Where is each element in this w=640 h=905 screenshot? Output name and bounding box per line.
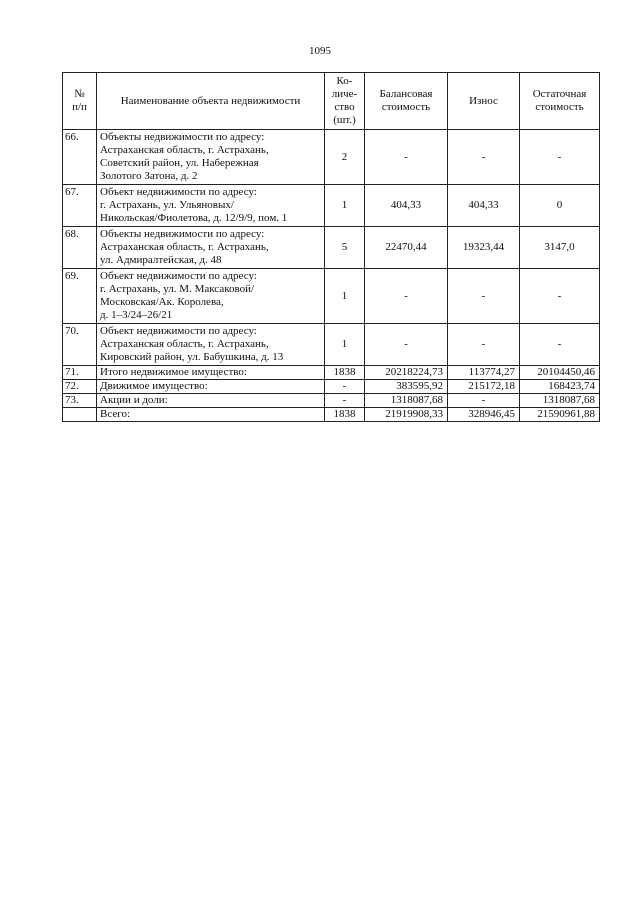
row-book-value: - [365,269,448,324]
row-residual: 1318087,68 [520,394,600,408]
row-num: 67. [63,185,97,227]
header-num: № п/п [63,73,97,130]
row-num: 70. [63,324,97,366]
row-book-value: 20218224,73 [365,366,448,380]
row-residual: 21590961,88 [520,408,600,422]
row-num: 66. [63,130,97,185]
row-depreciation: - [448,394,520,408]
row-name: Объекты недвижимости по адресу: Астраханская область, г. Астрахань, ул. Адмиралтейская, д. 48 [97,227,325,269]
row-qty: 1838 [325,408,365,422]
row-num: 71. [63,366,97,380]
table-row [63,130,600,185]
row-qty: - [325,380,365,394]
header-depreciation: Износ [448,73,520,130]
row-residual: 3147,0 [520,227,600,269]
row-num: 72. [63,380,97,394]
row-qty: 5 [325,227,365,269]
row-name: Всего: [97,408,325,422]
row-book-value: - [365,130,448,185]
table-row [63,324,600,366]
row-book-value: - [365,324,448,366]
row-residual: - [520,269,600,324]
row-residual: 20104450,46 [520,366,600,380]
header-book-value: Балансовая стоимость [365,73,448,130]
row-name: Объекты недвижимости по адресу: Астраханская область, г. Астрахань, Советский район, ул. Набережная Золотого Затона, д. 2 [97,130,325,185]
row-residual: - [520,130,600,185]
row-residual: - [520,324,600,366]
row-num: 73. [63,394,97,408]
row-num: 68. [63,227,97,269]
property-table [62,72,600,422]
row-book-value: 1318087,68 [365,394,448,408]
row-depreciation: - [448,269,520,324]
table-row [63,227,600,269]
header-residual: Остаточная стоимость [520,73,600,130]
row-book-value: 404,33 [365,185,448,227]
row-qty: 1838 [325,366,365,380]
row-name: Итого недвижимое имущество: [97,366,325,380]
row-book-value: 383595,92 [365,380,448,394]
table-row [63,269,600,324]
summary-row-grand-total [63,408,600,422]
table-header-row [63,73,600,130]
row-depreciation: 19323,44 [448,227,520,269]
row-qty: 1 [325,269,365,324]
row-depreciation: 215172,18 [448,380,520,394]
row-qty: - [325,394,365,408]
row-qty: 2 [325,130,365,185]
row-num [63,408,97,422]
summary-row-movable-property [63,380,600,394]
row-book-value: 22470,44 [365,227,448,269]
row-qty: 1 [325,324,365,366]
row-residual: 0 [520,185,600,227]
row-depreciation: - [448,130,520,185]
page-number: 1095 [309,45,331,57]
row-name: Объект недвижимости по адресу: г. Астрахань, ул. Ульяновых/ Никольская/Фиолетова, д. 12/9/9, пом. 1 [97,185,325,227]
row-depreciation: - [448,324,520,366]
table-row [63,185,600,227]
row-name: Акции и доли: [97,394,325,408]
row-name: Объект недвижимости по адресу: г. Астрахань, ул. М. Максаковой/ Московская/Ак. Королева, д. 1–3/24–26/21 [97,269,325,324]
row-name: Объект недвижимости по адресу: Астраханская область, г. Астрахань, Кировский район, ул. Бабушкина, д. 13 [97,324,325,366]
row-depreciation: 404,33 [448,185,520,227]
row-residual: 168423,74 [520,380,600,394]
summary-row-shares [63,394,600,408]
row-depreciation: 113774,27 [448,366,520,380]
row-depreciation: 328946,45 [448,408,520,422]
row-name: Движимое имущество: [97,380,325,394]
header-name: Наименование объекта недвижимости [97,73,325,130]
row-qty: 1 [325,185,365,227]
row-num: 69. [63,269,97,324]
summary-row-real-estate-total [63,366,600,380]
header-qty: Ко- личе- ство (шт.) [325,73,365,130]
row-book-value: 21919908,33 [365,408,448,422]
